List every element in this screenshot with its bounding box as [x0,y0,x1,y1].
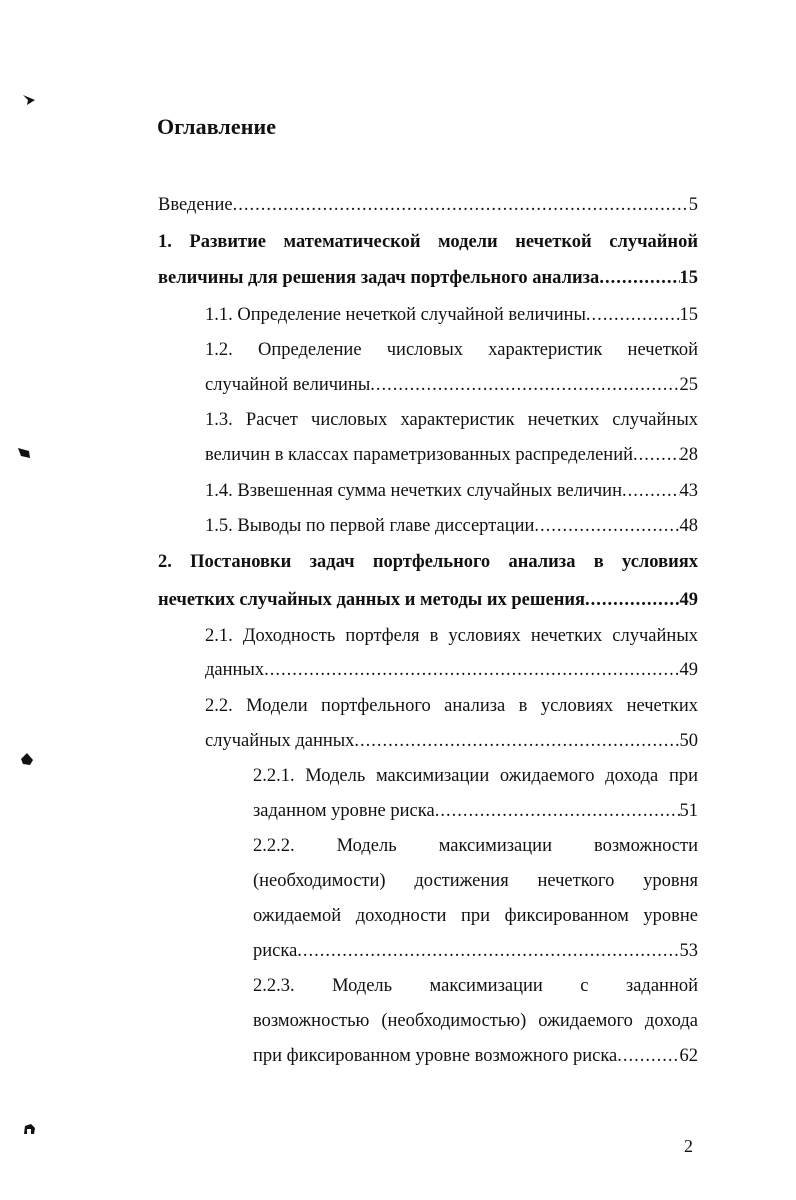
page-title: Оглавление [157,114,277,139]
toc-entry-text: при фиксированном уровне возможного риска [253,1046,618,1066]
toc-page-number: 15 [679,268,698,288]
toc-entry-text: 1.1. Определение нечеткой случайной величины [205,305,586,325]
toc-section-2-1-line-1[interactable]: 2.1. Доходность портфеля в условиях нечетких случайных [205,626,698,646]
toc-entry-text: заданном уровне риска [253,801,435,821]
toc-leader-dots [354,729,679,753]
toc-entry-text: 1.4. Взвешенная сумма нечетких случайных величин [205,481,622,501]
toc-section-1-3-line-2[interactable] [205,443,698,467]
toc-section-2-2-3-line-3[interactable] [253,1044,698,1068]
toc-chapter-2-line-2[interactable] [158,588,698,612]
toc-leader-dots [435,799,680,823]
toc-leader-dots [233,193,689,217]
toc-section-1-5[interactable] [205,514,698,538]
toc-page-number: 49 [679,660,698,680]
toc-page-number: 25 [679,375,698,395]
toc-chapter-1-line-1[interactable]: 1. Развитие математической модели нечеткой случайной [158,232,698,252]
binding-hole-mark-icon [22,93,36,107]
toc-entry-text: 1.5. Выводы по первой главе диссертации [205,516,535,536]
toc-entry-text: риска [253,941,298,961]
toc-section-2-2-3-line-2[interactable]: возможностью (необходимостью) ожидаемого дохода [253,1011,698,1031]
binding-hole-mark-icon [17,446,31,460]
toc-section-2-2-1-line-2[interactable] [253,799,698,823]
toc-entry-text: величины для решения задач портфельного анализа [158,268,600,288]
toc-section-2-2-2-line-4[interactable] [253,939,698,963]
toc-page-number: 53 [679,941,698,961]
toc-section-1-3-line-1[interactable]: 1.3. Расчет числовых характеристик нечетких случайных [205,410,698,430]
toc-leader-dots [370,373,679,397]
binding-hole-mark-icon [22,1122,36,1136]
toc-section-1-2-line-1[interactable]: 1.2. Определение числовых характеристик нечеткой [205,340,698,360]
toc-section-2-1-line-2[interactable] [205,658,698,682]
toc-section-2-2-1-line-1[interactable]: 2.2.1. Модель максимизации ожидаемого дохода при [253,766,698,786]
toc-leader-dots [534,514,679,538]
toc-leader-dots [599,266,679,290]
toc-section-1-4[interactable] [205,479,698,503]
toc-leader-dots [617,1044,679,1068]
toc-leader-dots [633,443,680,467]
binding-hole-mark-icon [20,752,34,766]
toc-section-1-2-line-2[interactable] [205,373,698,397]
toc-page-number: 28 [679,445,698,465]
toc-entry-text: случайной величины [205,375,371,395]
toc-page-number: 51 [679,801,698,821]
toc-page-number: 62 [679,1046,698,1066]
toc-page-number: 43 [679,481,698,501]
toc-section-2-2-2-line-1[interactable]: 2.2.2. Модель максимизации возможности [253,836,698,856]
toc-entry-text: данных [205,660,265,680]
toc-section-1-1[interactable] [205,303,698,327]
toc-entry-text: случайных данных [205,731,355,751]
toc-entry-text: величин в классах параметризованных распределений [205,445,633,465]
toc-chapter-2-line-1[interactable]: 2. Постановки задач портфельного анализа в условиях [158,552,698,572]
toc-page-number: 5 [688,195,698,215]
toc-section-2-2-2-line-2[interactable]: (необходимости) достижения нечеткого уровня [253,871,698,891]
toc-section-2-2-3-line-1[interactable]: 2.2.3. Модель максимизации с заданной [253,976,698,996]
toc-page-number: 50 [679,731,698,751]
toc-page-number: 15 [679,305,698,325]
toc-section-2-2-line-2[interactable] [205,729,698,753]
toc-leader-dots [585,588,679,612]
toc-leader-dots [297,939,679,963]
toc-leader-dots [264,658,679,682]
page-number: 2 [684,1136,693,1156]
toc-section-2-2-line-1[interactable]: 2.2. Модели портфельного анализа в условиях нечетких [205,696,698,716]
toc-entry-text: нечетких случайных данных и методы их решения [158,590,586,610]
toc-leader-dots [586,303,680,327]
toc-chapter-1-line-2[interactable] [158,266,698,290]
toc-section-2-2-2-line-3[interactable]: ожидаемой доходности при фиксированном уровне [253,906,698,926]
toc-entry-introduction[interactable] [158,193,698,217]
toc-page-number: 48 [679,516,698,536]
toc-leader-dots [622,479,680,503]
toc-entry-text: Введение [158,195,233,215]
toc-page-number: 49 [679,590,698,610]
